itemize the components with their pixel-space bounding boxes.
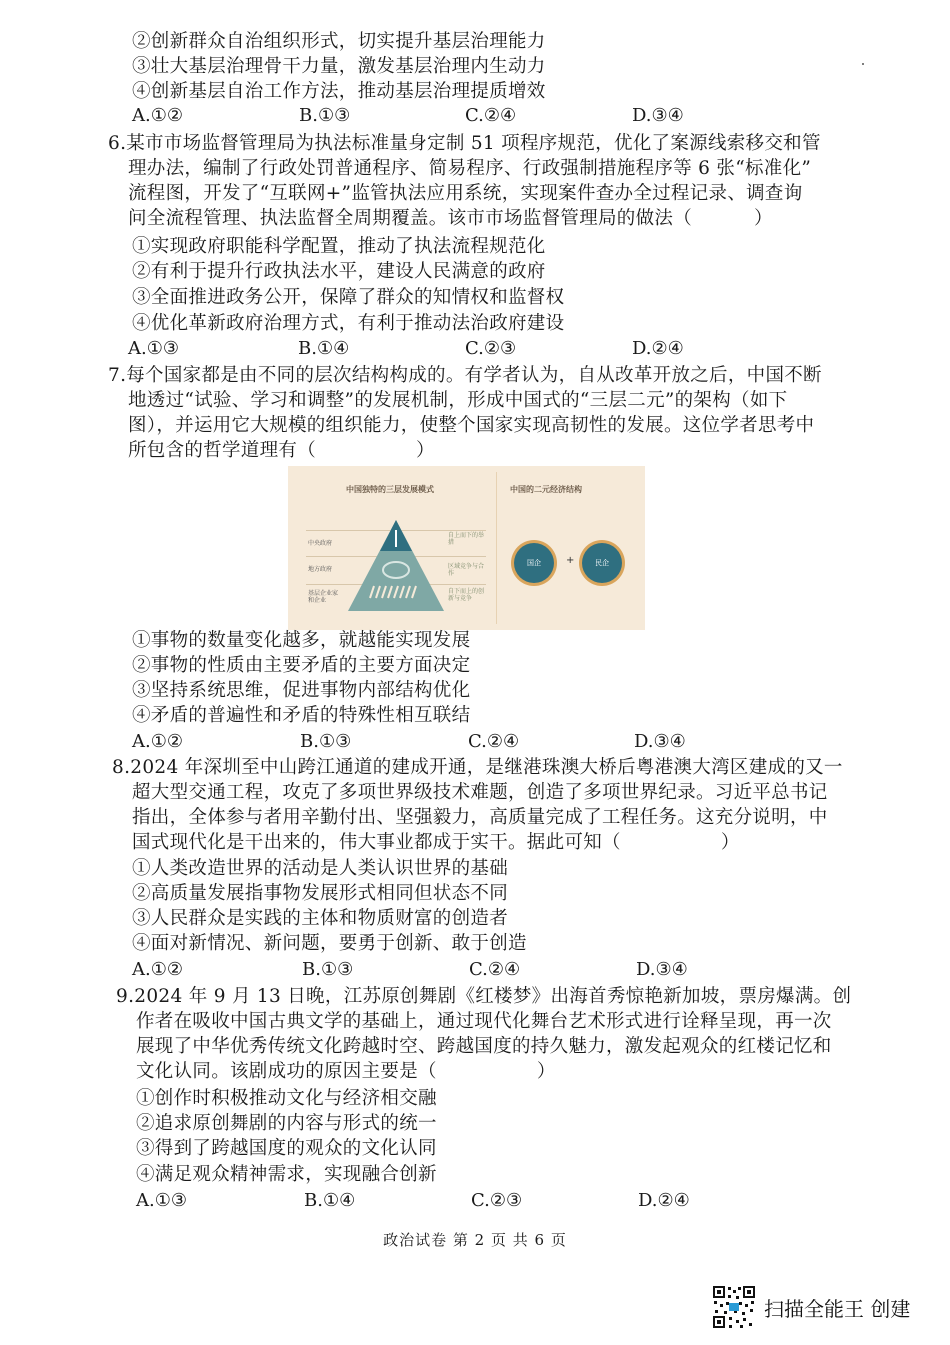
q7-option-c: C.②④: [468, 731, 520, 752]
q6-option-b: B.①④: [298, 338, 350, 359]
q9-option-d: D.②④: [638, 1190, 690, 1211]
q9-stem-text: 文化认同。该剧成功的原因主要是（: [136, 1061, 437, 1082]
q9-option-b: B.①④: [304, 1190, 356, 1211]
q5-option-d: D.③④: [632, 105, 684, 126]
q6-stem-close: ）: [754, 208, 773, 229]
q5-statement-4: ④创新基层自治工作方法，推动基层治理提质增效: [132, 81, 546, 102]
scan-speck: [862, 63, 864, 65]
scanner-brand-label: 扫描全能王 创建: [764, 1297, 911, 1321]
q5-option-b: B.①③: [299, 105, 351, 126]
q8-option-a: A.①②: [132, 959, 183, 980]
q6-option-d: D.②④: [632, 338, 684, 359]
plus-sign: +: [566, 555, 575, 566]
q9-statement-2: ②追求原创舞剧的内容与形式的统一: [136, 1113, 437, 1134]
pyramid-icon: [346, 518, 446, 613]
q6-stem-line-1: 6.某市市场监督管理局为执法标准量身定制 51 项程序规范，优化了案源线索移交和管: [108, 133, 821, 154]
three-tier-two-dimension-figure: [288, 466, 645, 630]
q8-stem-line-1: 8.2024 年深圳至中山跨江通道的建成开通，是继港珠澳大桥后粤港澳大湾区建成的又一: [112, 757, 843, 778]
level-central: 中央政府: [308, 540, 333, 547]
q9-stem-line-4: [136, 1059, 556, 1084]
q8-option-c: C.②④: [469, 959, 521, 980]
q9-option-c: C.②③: [471, 1190, 523, 1211]
q5-statement-3: ③壮大基层治理骨干力量，激发基层治理内生动力: [132, 56, 546, 77]
q9-statement-4: ④满足观众精神需求，实现融合创新: [136, 1164, 437, 1185]
q6-stem-line-3: 流程图，开发了“互联网+”监管执法应用系统，实现案件查办全过程记录、调查询: [128, 183, 803, 204]
q6-statement-1: ①实现政府职能科学配置，推动了执法流程规范化: [132, 236, 546, 257]
q7-statement-1: ①事物的数量变化越多，就越能实现发展: [132, 630, 471, 651]
q8-statement-1: ①人类改造世界的活动是人类认识世界的基础: [132, 858, 509, 879]
note-top-down: 自上而下的举措: [448, 532, 485, 546]
figure-right-title: 中国的二元经济结构: [510, 485, 582, 494]
q9-stem-line-2: 作者在吸收中国古典文学的基础上，通过现代化舞台艺术形式进行诠释呈现，再一次: [136, 1011, 832, 1032]
q5-option-c: C.②④: [465, 105, 517, 126]
q6-option-c: C.②③: [465, 338, 517, 359]
q8-option-d: D.③④: [636, 959, 688, 980]
q8-option-b: B.①③: [302, 959, 354, 980]
q7-stem-line-2: 地透过“试验、学习和调整”的发展机制，形成中国式的“三层二元”的架构（如下: [128, 390, 788, 411]
q6-statement-2: ②有利于提升行政执法水平，建设人民满意的政府: [132, 261, 546, 282]
q6-stem-line-2: 理办法，编制了行政处罚普通程序、简易程序、行政强制措施程序等 6 张“标准化”: [128, 158, 812, 179]
state-enterprise-circle: 国企: [514, 543, 554, 583]
figure-left-title: 中国独特的三层发展模式: [346, 485, 434, 494]
q6-option-a: A.①③: [128, 338, 179, 359]
figure-right-panel: [498, 466, 645, 630]
q5-option-a: A.①②: [132, 105, 183, 126]
level-grassroots: 基层企业家和企业: [308, 590, 339, 604]
q7-statement-3: ③坚持系统思维，促进事物内部结构优化: [132, 680, 471, 701]
q8-stem-line-2: 超大型交通工程，攻克了多项世界级技术难题，创造了多项世界纪录。习近平总书记: [132, 782, 828, 803]
q9-statement-3: ③得到了跨越国度的观众的文化认同: [136, 1138, 437, 1159]
q7-stem-line-1: 7.每个国家都是由不同的层次结构构成的。有学者认为，自从改革开放之后，中国不断: [108, 365, 822, 386]
q7-statement-4: ④矛盾的普遍性和矛盾的特殊性相互联结: [132, 705, 471, 726]
q9-statement-1: ①创作时积极推动文化与经济相交融: [136, 1088, 437, 1109]
figure-left-panel: [288, 466, 495, 630]
q5-statement-2: ②创新群众自治组织形式，切实提升基层治理能力: [132, 31, 546, 52]
q8-stem-close: ）: [720, 832, 740, 853]
q7-option-a: A.①②: [132, 731, 183, 752]
q9-stem-close: ）: [536, 1061, 556, 1082]
q8-stem-text: 国式现代化是干出来的，伟大事业都成于实干。据此可知（: [132, 832, 621, 853]
q8-stem-line-3: 指出，全体参与者用辛勤付出、坚强毅力，高质量完成了工程任务。这充分说明，中: [132, 807, 828, 828]
q8-statement-3: ③人民群众是实践的主体和物质财富的创造者: [132, 908, 509, 929]
q7-stem-text: 所包含的哲学道理有（: [128, 440, 317, 461]
level-local: 地方政府: [308, 566, 333, 573]
q7-statement-2: ②事物的性质由主要矛盾的主要方面决定: [132, 655, 471, 676]
note-bottom-up: 自下而上的创新与竞争: [448, 588, 485, 602]
q6-stem-line-4: [128, 206, 773, 231]
q6-statement-3: ③全面推进政务公开，保障了群众的知情权和监督权: [132, 287, 565, 308]
private-enterprise-circle: 民企: [582, 543, 622, 583]
q6-stem-text: 问全流程管理、执法监督全周期覆盖。该市市场监督管理局的做法（: [128, 208, 693, 229]
q7-option-d: D.③④: [634, 731, 686, 752]
q7-stem-line-3: 图），并运用它大规模的组织能力，使整个国家实现高韧性的发展。这位学者思考中: [128, 415, 815, 436]
q8-statement-2: ②高质量发展指事物发展形式相同但状态不同: [132, 883, 509, 904]
page-footer: 政治试卷 第 2 页 共 6 页: [383, 1231, 567, 1249]
q9-stem-line-3: 展现了中华优秀传统文化跨越时空、跨越国度的持久魅力，激发起观众的红楼记忆和: [136, 1036, 832, 1057]
q9-stem-line-1: 9.2024 年 9 月 13 日晚，江苏原创舞剧《红楼梦》出海首秀惊艳新加坡，票房爆满。创: [116, 986, 852, 1007]
q8-stem-line-4: [132, 830, 740, 855]
q7-stem-close: ）: [416, 440, 435, 461]
qr-code-icon: [712, 1285, 756, 1329]
q9-option-a: A.①③: [136, 1190, 187, 1211]
note-regional: 区域竞争与合作: [448, 563, 485, 577]
q7-stem-line-4: [128, 438, 435, 463]
q6-statement-4: ④优化革新政府治理方式，有利于推动法治政府建设: [132, 313, 565, 334]
figure-divider: [496, 472, 497, 624]
q7-option-b: B.①③: [300, 731, 352, 752]
q8-statement-4: ④面对新情况、新问题，要勇于创新、敢于创造: [132, 933, 527, 954]
